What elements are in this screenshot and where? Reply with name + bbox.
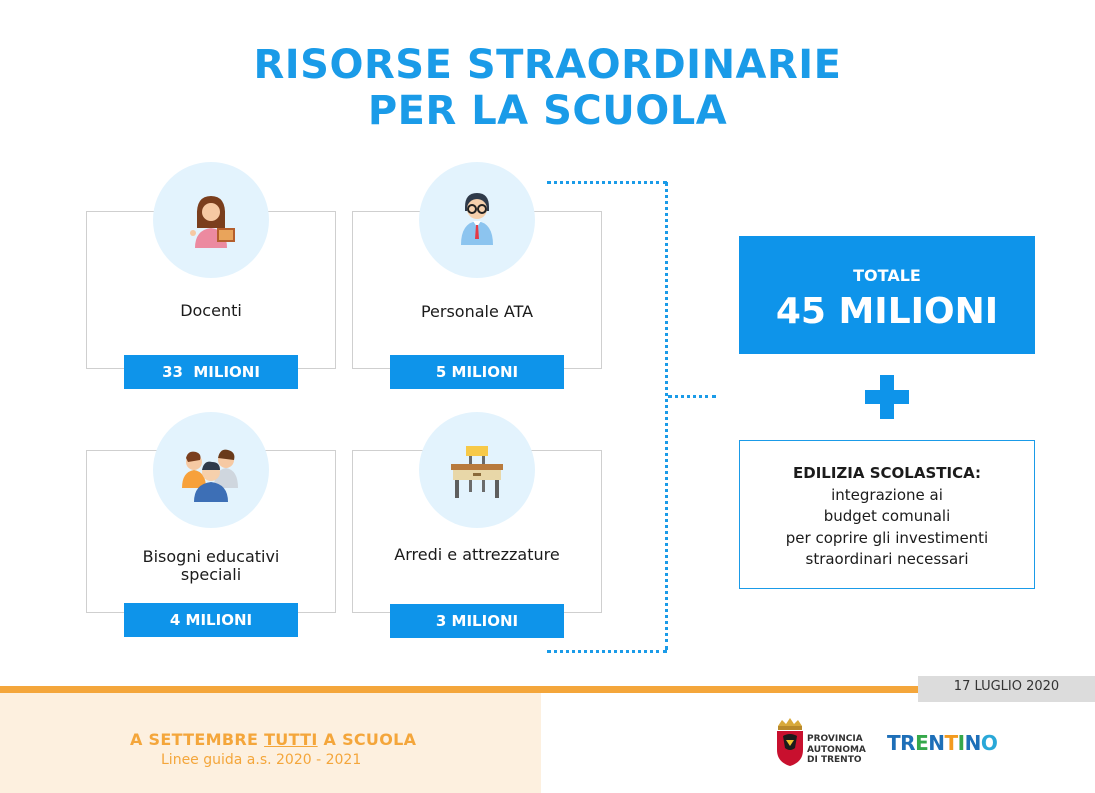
date-label: 17 LUGLIO 2020	[918, 676, 1095, 702]
edilizia-line: straordinari necessari	[805, 550, 969, 568]
edilizia-line: budget comunali	[823, 507, 951, 525]
total-label: TOTALE	[853, 266, 921, 285]
card-label-line1: Bisogni educativi	[142, 547, 280, 566]
staff-icon	[447, 187, 507, 247]
amount-badge: 4 MILIONI	[124, 603, 298, 637]
trentino-logo: TRENTINO	[887, 731, 998, 755]
card-label	[86, 548, 336, 584]
amount-badge: 33 MILIONI	[124, 355, 298, 389]
amount-badge: 5 MILIONI	[390, 355, 564, 389]
edilizia-box	[739, 440, 1035, 589]
students-group-icon	[180, 444, 242, 504]
provincia-logo-text: PROVINCIA AUTONOMA DI TRENTO	[807, 734, 866, 765]
amount-badge: 3 MILIONI	[390, 604, 564, 638]
page-title-line1: RISORSE STRAORDINARIE	[253, 42, 842, 88]
plus-icon	[865, 375, 909, 419]
card-label: Docenti	[180, 301, 242, 320]
school-desk-icon	[447, 442, 507, 502]
page-title	[0, 42, 1095, 134]
teacher-icon	[181, 190, 241, 250]
card-label-line2: speciali	[180, 565, 242, 584]
total-box	[739, 236, 1035, 354]
connector-bottom	[547, 650, 667, 653]
card-label: Personale ATA	[420, 302, 534, 321]
edilizia-title: EDILIZIA SCOLASTICA:	[793, 464, 981, 482]
footer-title: A SETTEMBRE TUTTI A SCUOLA	[130, 730, 417, 749]
provincia-coat-of-arms-icon	[774, 718, 806, 768]
total-value: 45 MILIONI	[775, 291, 999, 332]
edilizia-line: per coprire gli investimenti	[785, 528, 989, 547]
footer-subtitle: Linee guida a.s. 2020 - 2021	[161, 752, 362, 768]
page-title-line2: PER LA SCUOLA	[367, 88, 728, 134]
connector-vertical	[665, 182, 668, 650]
card-label: Arredi e attrezzature	[394, 545, 560, 564]
connector-middle	[668, 395, 716, 398]
connector-top	[547, 181, 667, 184]
footer-divider	[0, 686, 918, 693]
edilizia-line: integrazione ai	[831, 485, 943, 504]
